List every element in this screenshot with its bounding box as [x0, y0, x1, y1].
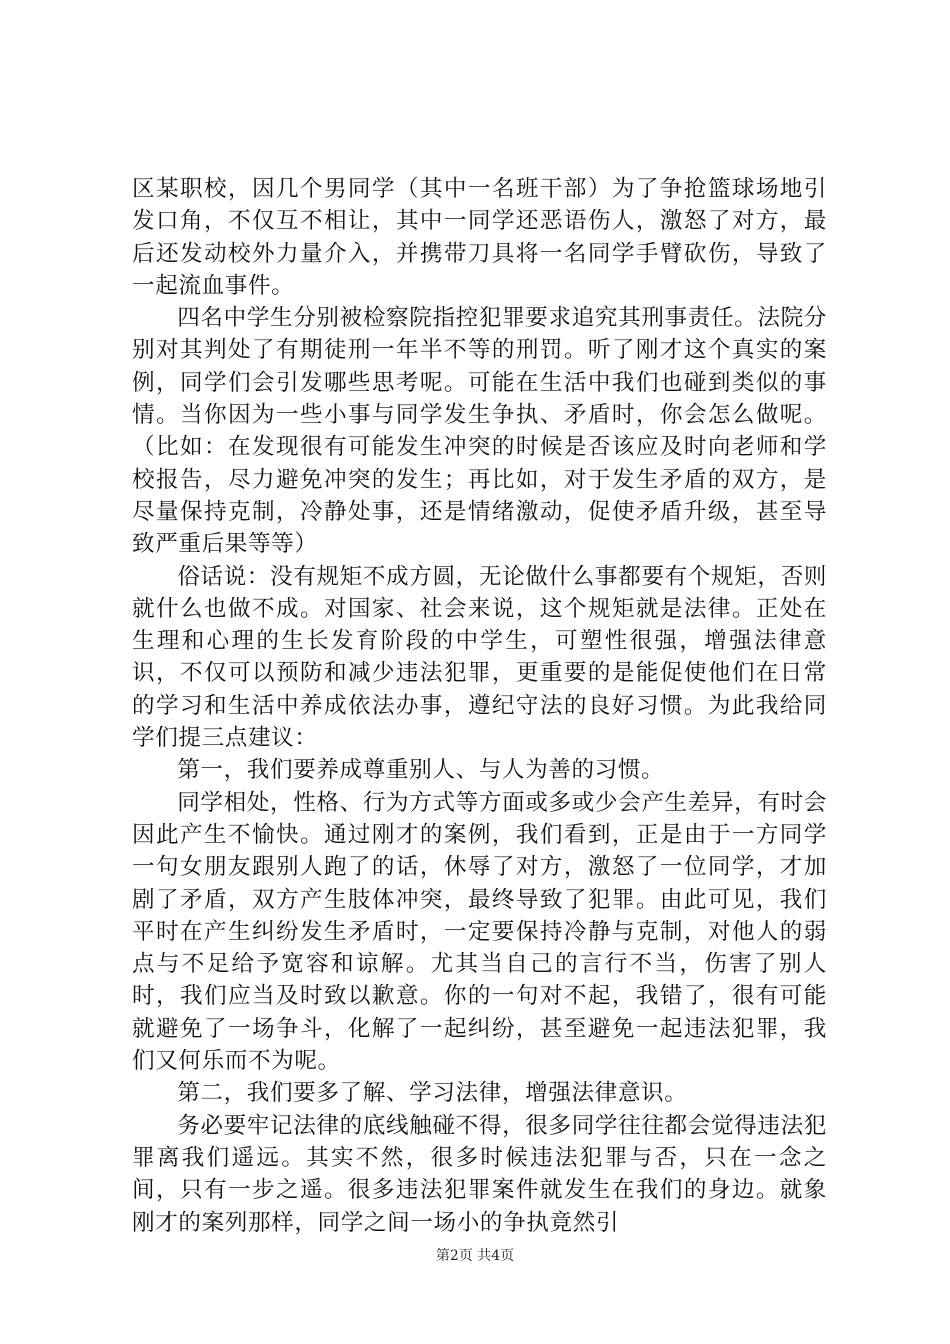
paragraph-7: 务必要牢记法律的底线触碰不得，很多同学往往都会觉得违法犯罪离我们遥远。其实不然，很多时候违法犯罪与否，只在一念之间，只有一步之遥。很多违法犯罪案件就发生在我们的身边。就象刚才的案列那样，同学之间一场小的争执竟然引	[132, 1112, 827, 1236]
paragraph-6-heading-second: 第二，我们要多了解、学习法律，增强法律意识。	[177, 1080, 688, 1107]
page-number-footer: 第2页 共4页	[435, 1248, 515, 1264]
paragraph-4-heading-first: 第一，我们要养成尊重别人、与人为善的习惯。	[177, 757, 665, 784]
paragraph-5: 同学相处，性格、行为方式等方面或多或少会产生差异，有时会因此产生不愉快。通过刚才的案例，我们看到，正是由于一方同学一句女朋友跟别人跑了的话，休辱了对方，激怒了一位同学，才加剧了矛盾，双方产生肢体冲突，最终导致了犯罪。由此可见，我们平时在产生纠纷发生矛盾时，一定要保持冷静与克制，对他人的弱点与不足给予宽容和谅解。尤其当自己的言行不当，伤害了别人时，我们应当及时致以歉意。你的一句对不起，我错了，很有可能就避免了一场争斗，化解了一起纠纷，甚至避免一起违法犯罪，我们又何乐而不为呢。	[132, 789, 827, 1075]
document-body	[132, 173, 827, 1239]
paragraph-2: 四名中学生分别被检察院指控犯罪要求追究其刑事责任。法院分别对其判处了有期徒刑一年半不等的刑罚。听了刚才这个真实的案例，同学们会引发哪些思考呢。可能在生活中我们也碰到类似的事情。当你因为一些小事与同学发生争执、矛盾时，你会怎么做呢。（比如：在发现很有可能发生冲突的时候是否该应及时向老师和学校报告，尽力避免冲突的发生；再比如，对于发生矛盾的双方，是尽量保持克制，冷静处事，还是情绪激动，促使矛盾升级，甚至导致严重后果等等）	[132, 305, 827, 558]
paragraph-3: 俗话说：没有规矩不成方圆，无论做什么事都要有个规矩，否则就什么也做不成。对国家、社会来说，这个规矩就是法律。正处在生理和心理的生长发育阶段的中学生，可塑性很强，增强法律意识，不仅可以预防和减少违法犯罪，更重要的是能促使他们在日常的学习和生活中养成依法办事，遵纪守法的良好习惯。为此我给同学们提三点建议：	[132, 563, 827, 752]
paragraph-1: 区某职校，因几个男同学（其中一名班干部）为了争抢篮球场地引发口角，不仅互不相让，其中一同学还恶语伤人，激怒了对方，最后还发动校外力量介入，并携带刀具将一名同学手臂砍伤，导致了一起流血事件。	[132, 176, 827, 299]
